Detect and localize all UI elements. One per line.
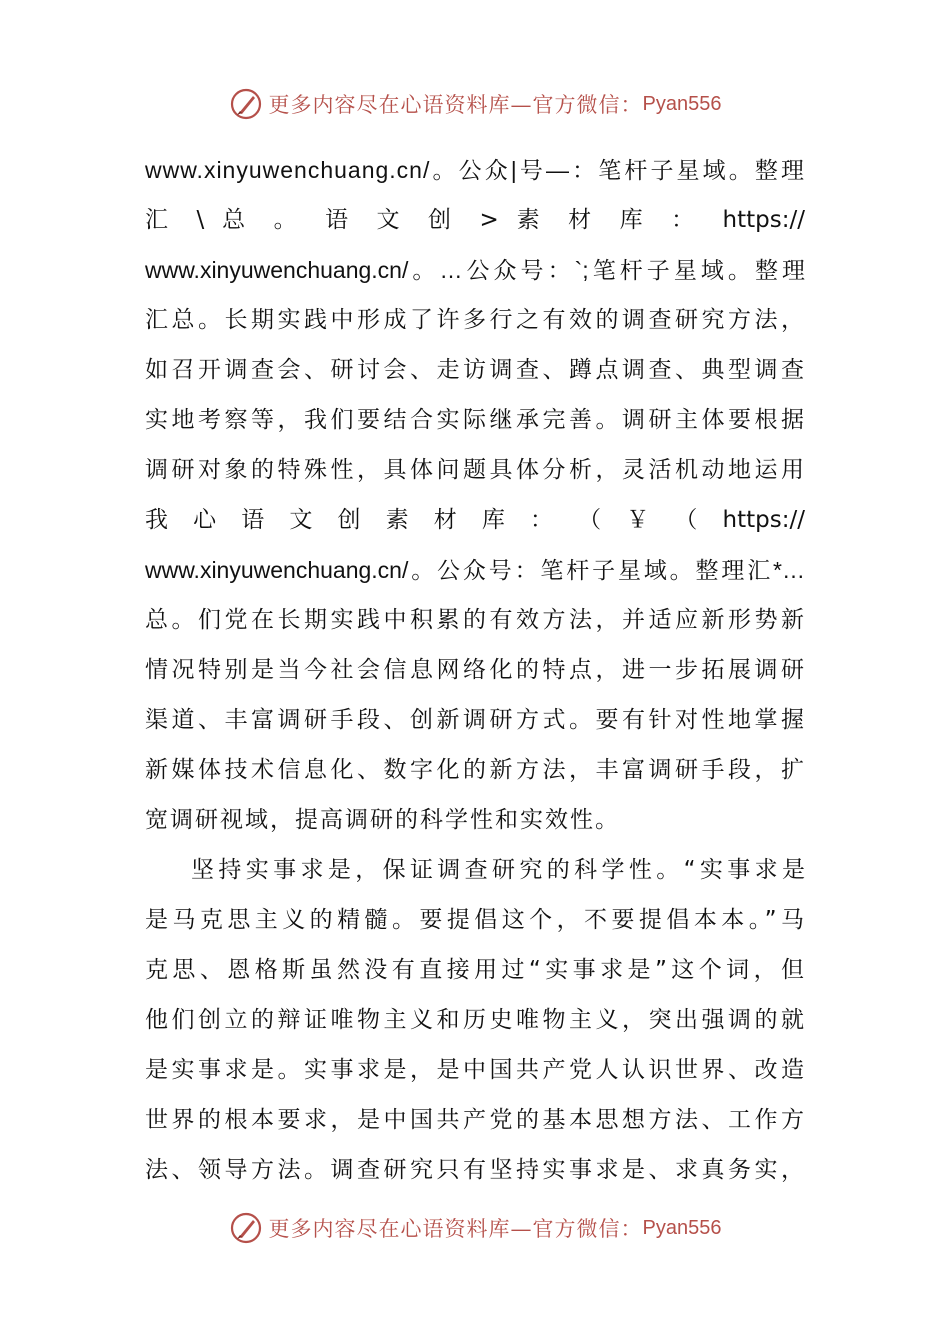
banner-wechat-id: Pyan556 xyxy=(642,92,722,115)
text-line: www.xinyuwenchuang.cn/。…公众号：`;笔杆子星域。整理 xyxy=(145,257,805,283)
footer-watermark-banner xyxy=(0,1208,950,1248)
quill-pen-logo-icon xyxy=(229,87,263,121)
banner-wechat-label: 官方微信： xyxy=(532,93,643,117)
paragraph-first-line: 坚持实事求是，保证调查研究的科学性。“实事求是 xyxy=(191,857,805,883)
text-line: 是实事求是。实事求是，是中国共产党人认识世界、改造 xyxy=(145,1057,805,1083)
header-watermark-banner xyxy=(0,84,950,124)
text-line: 世界的根本要求，是中国共产党的基本思想方法、工作方 xyxy=(145,1107,805,1133)
text-line: 克思、恩格斯虽然没有直接用过“实事求是”这个词，但 xyxy=(145,957,805,983)
text-line: 他们创立的辩证唯物主义和历史唯物主义，突出强调的就 xyxy=(145,1007,805,1033)
text-line: 实地考察等，我们要结合实际继承完善。调研主体要根据 xyxy=(145,407,805,433)
banner-wechat-label: 官方微信： xyxy=(532,1217,643,1241)
text-line: 调研对象的特殊性，具体问题具体分析，灵活机动地运用 xyxy=(145,457,805,483)
text-line: 渠道、丰富调研手段、创新调研方式。要有针对性地掌握 xyxy=(145,707,805,733)
text-line: 情况特别是当今社会信息网络化的特点，进一步拓展调研 xyxy=(145,657,805,683)
text-line: www.xinyuwenchuang.cn/。公众|号—：笔杆子星域。整理 xyxy=(145,157,805,183)
text-line: 如召开调查会、研讨会、走访调查、蹲点调查、典型调查 xyxy=(145,357,805,383)
banner-wechat-id: Pyan556 xyxy=(642,1216,722,1239)
body-text xyxy=(145,145,805,1195)
text-line: www.xinyuwenchuang.cn/。公众号：笔杆子星域。整理汇*… xyxy=(145,557,805,583)
text-line: 宽调研视域，提高调研的科学性和实效性。 xyxy=(145,807,620,833)
text-line: 总。们党在长期实践中积累的有效方法，并适应新形势新 xyxy=(145,607,805,633)
text-line: 我 心 语 文 创 素 材 库 ： （ ￥ （ https:// xyxy=(145,507,805,533)
text-line: 新媒体技术信息化、数字化的新方法，丰富调研手段，扩 xyxy=(145,757,805,783)
banner-text: 更多内容尽在心语资料库— xyxy=(268,1217,533,1241)
text-line: 汇总。长期实践中形成了许多行之有效的调查研究方法， xyxy=(145,307,805,333)
banner-text: 更多内容尽在心语资料库— xyxy=(268,93,533,117)
text-line: 汇 \ 总 。 语 文 创 > 素 材 库 ： https:// xyxy=(145,207,805,233)
quill-pen-logo-icon xyxy=(229,1211,263,1245)
text-line: 是马克思主义的精髓。要提倡这个，不要提倡本本。”马 xyxy=(145,907,805,933)
text-line: 法、领导方法。调查研究只有坚持实事求是、求真务实， xyxy=(145,1157,805,1183)
